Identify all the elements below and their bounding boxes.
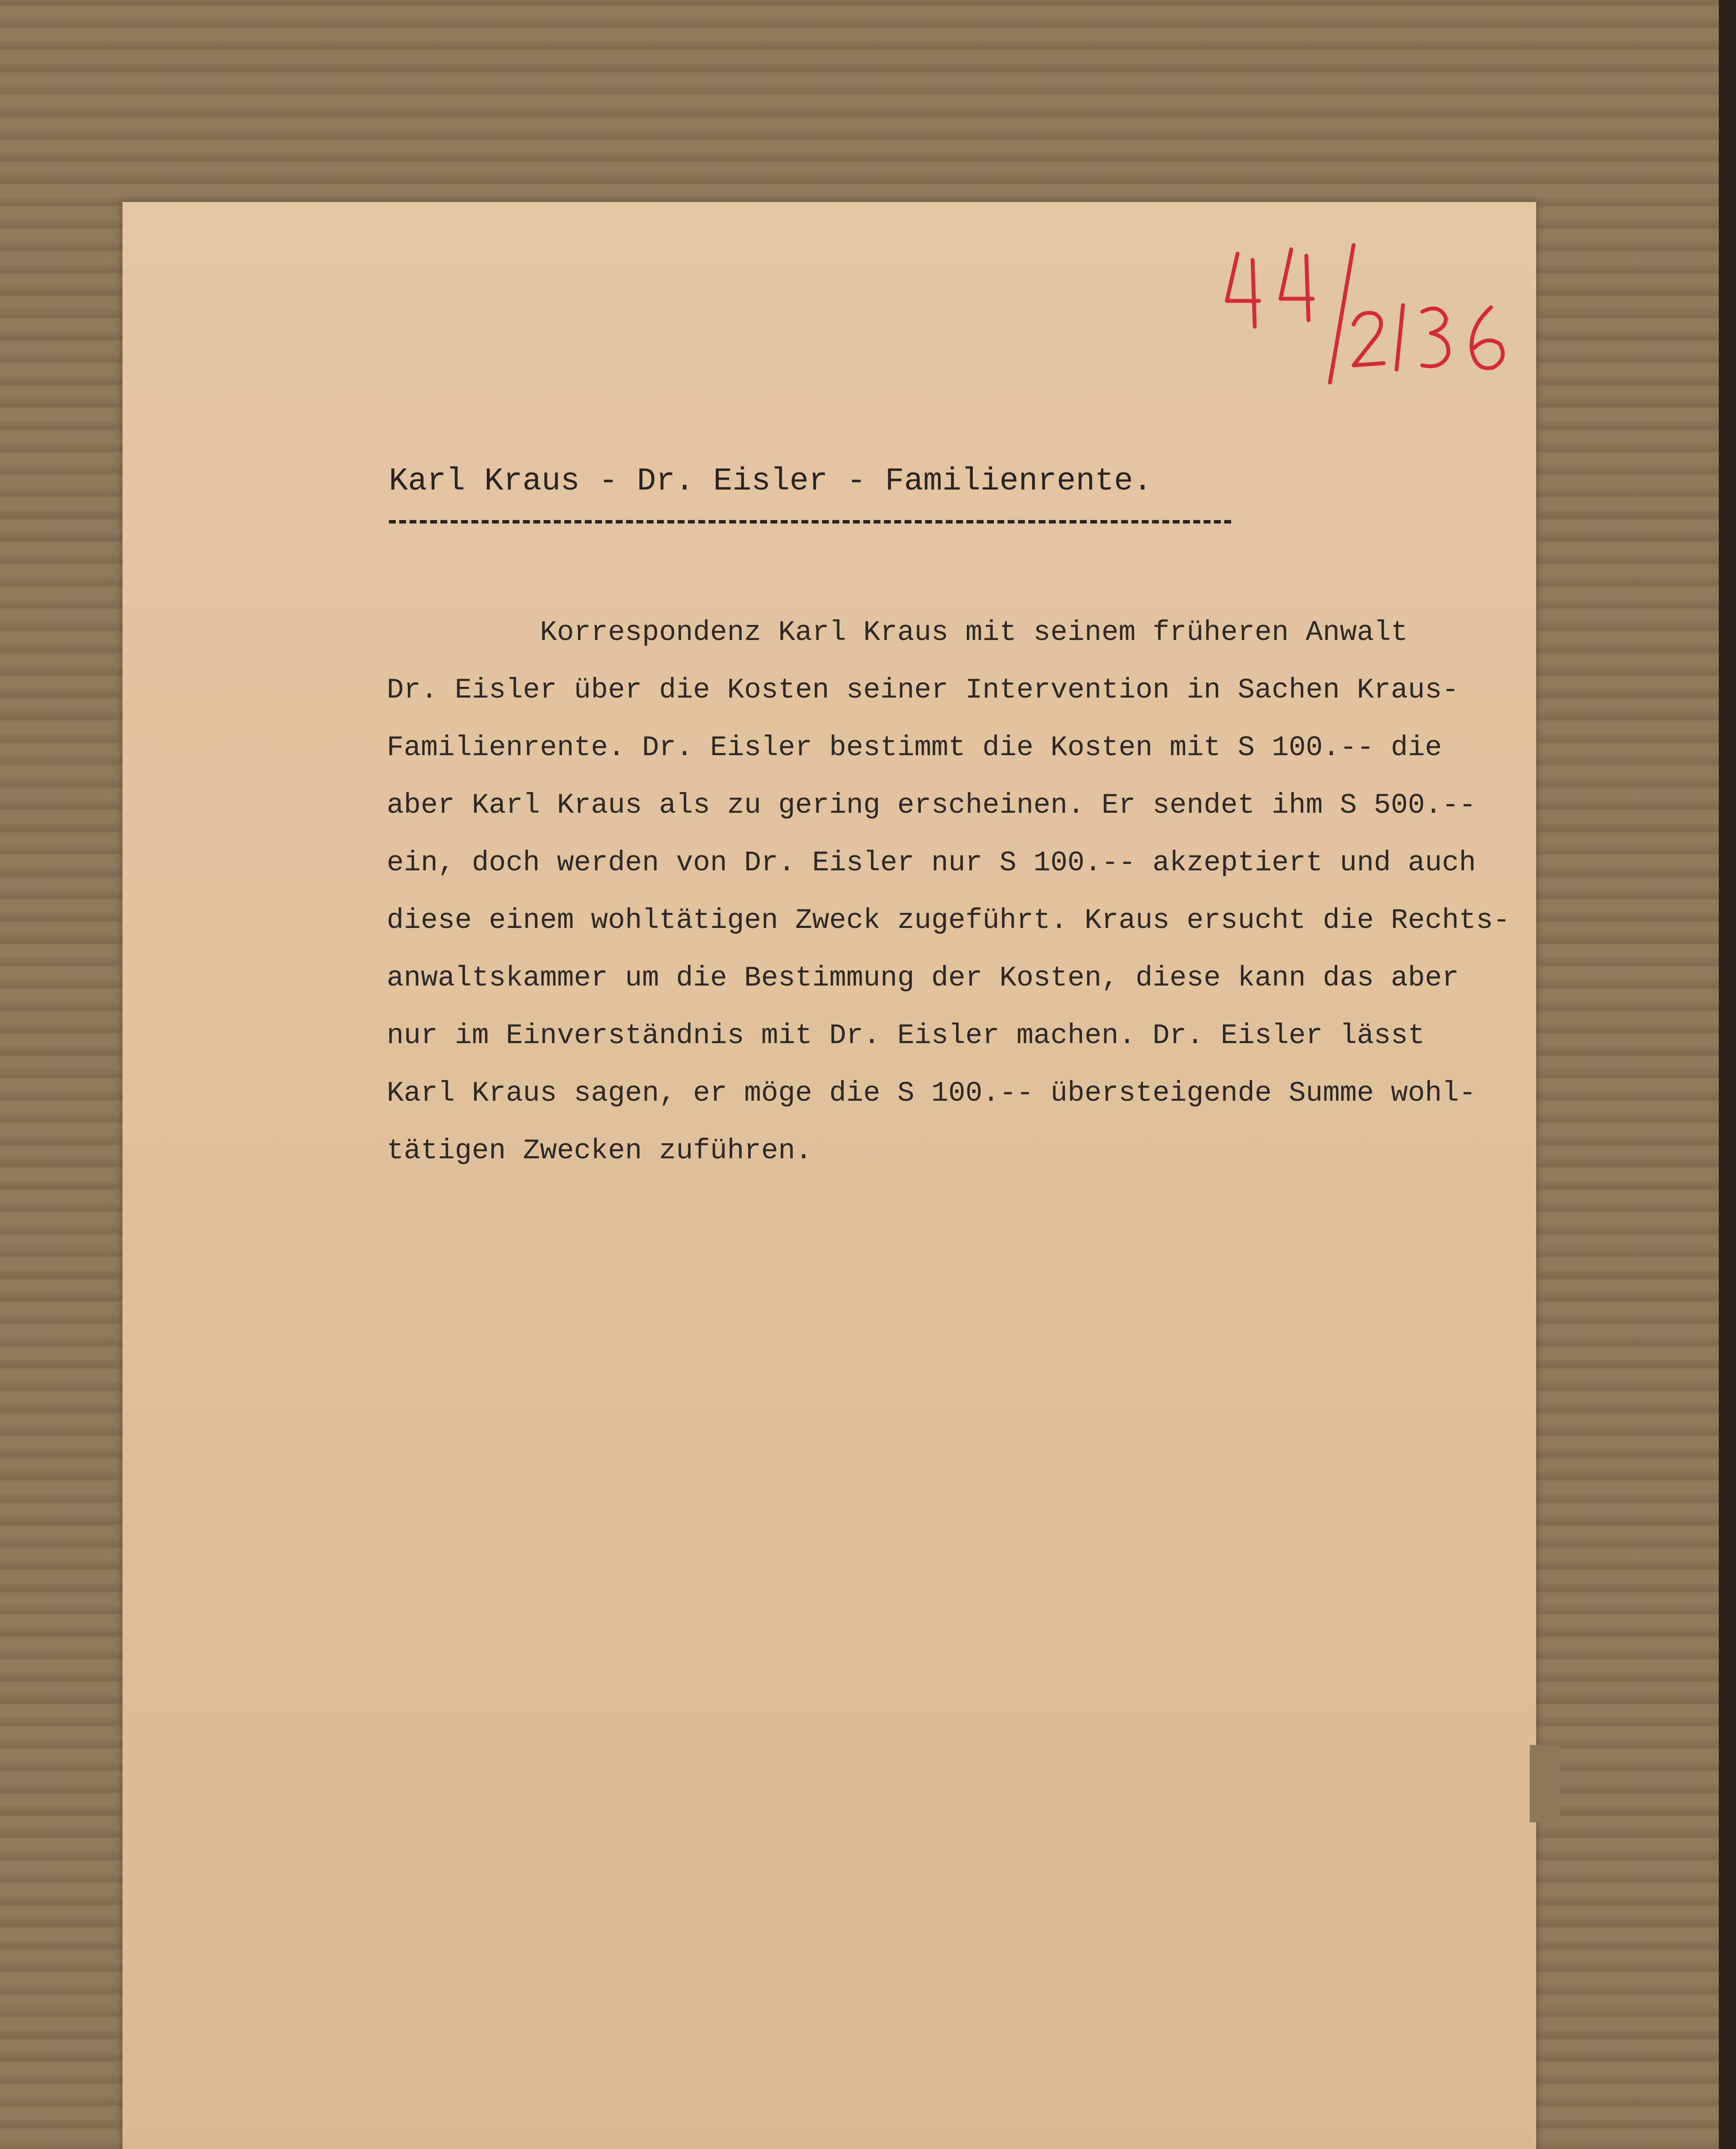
torn-edge: [1530, 1745, 1560, 1822]
body-line: Familienrente. Dr. Eisler bestimmt die Kosten mit S 100.-- die: [387, 732, 1442, 764]
body-line: Karl Kraus sagen, er möge die S 100.-- übersteigende Summe wohl-: [387, 1077, 1476, 1109]
body-line: Dr. Eisler über die Kosten seiner Intervention in Sachen Kraus-: [387, 674, 1459, 706]
archive-number-handwritten: [1212, 241, 1538, 421]
body-line: Korrespondenz Karl Kraus mit seinem früheren Anwalt: [387, 616, 1408, 649]
document-body: [387, 604, 1556, 1180]
body-line: ein, doch werden von Dr. Eisler nur S 100.-- akzeptiert und auch: [387, 847, 1476, 879]
body-line: anwaltskammer um die Bestimmung der Kosten, diese kann das aber: [387, 962, 1459, 994]
body-line: aber Karl Kraus als zu gering erscheinen. Er sendet ihm S 500.--: [387, 789, 1476, 821]
title-underline: [389, 520, 1231, 523]
body-line: nur im Einverständnis mit Dr. Eisler machen. Dr. Eisler lässt: [387, 1019, 1425, 1052]
body-line: tätigen Zwecken zuführen.: [387, 1135, 813, 1167]
document-title: Karl Kraus - Dr. Eisler - Familienrente.: [389, 463, 1152, 499]
body-line: diese einem wohltätigen Zweck zugeführt. Kraus ersucht die Rechts-: [387, 904, 1510, 937]
folder-spine-edge: [1719, 0, 1736, 2149]
